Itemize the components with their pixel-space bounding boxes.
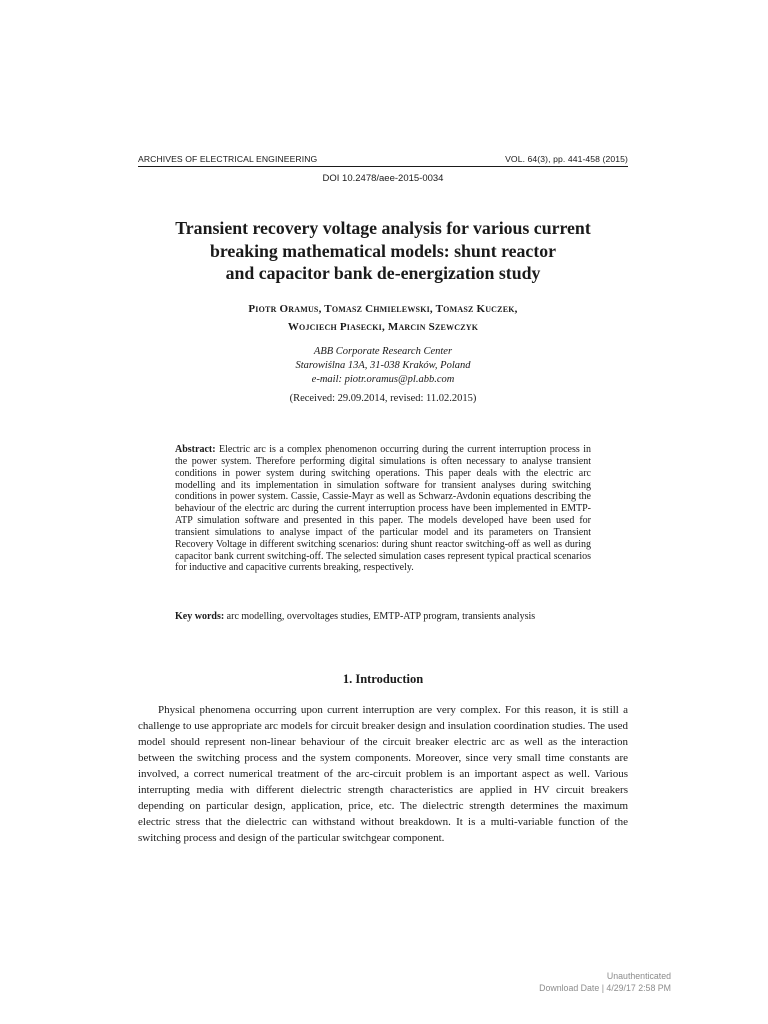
section-heading: 1. Introduction [342, 672, 424, 686]
keywords-text: arc modelling, overvoltages studies, EMTP-ATP program, transients analysis [226, 611, 536, 622]
download-date: Download Date | 4/29/17 2:58 PM [539, 983, 671, 993]
authors-line: Piotr Oramus, Tomasz Chmielewski, Tomasz Kuczek, [248, 303, 518, 315]
abstract-label: Abstract: [175, 444, 216, 455]
abstract [175, 444, 591, 574]
affiliation [138, 345, 628, 387]
doi: DOI 10.2478/aee-2015-0034 [322, 173, 444, 184]
download-footer [539, 970, 671, 994]
received-dates: (Received: 29.09.2014, revised: 11.02.2015) [289, 393, 477, 404]
author-list [138, 300, 628, 336]
affiliation-address: Starowiślna 13A, 31-038 Kraków, Poland [295, 360, 471, 371]
volume-info: VOL. 64(3), pp. 441-458 (2015) [505, 154, 628, 164]
abstract-text: Electric arc is a complex phenomenon occurring during the current interruption process in the power system. Therefore performing digital simulations is often necessary to analyse transient conditions in power system during switching operations. This paper deals with the electric arc modelling and its implementation in simulation software for transient analyses during switching conditions in power system. Cassie, Cassie-Mayr as well as Schwarz-Avdonin equations describing the behaviour of the electric arc during the current interruption process have been implemented in EMTP-ATP simulation software and presented in this paper. The models developed have been used for transient simulations to analyse impact of the particular model and its parameters on Transient Recovery Voltage in different switching scenarios: during shunt reactor switching-off as well as during capacitor bank current switching-off. The selected simulation cases represent typical practical scenarios for inductive and capacitive currents breaking, respectively. [175, 444, 591, 574]
affiliation-institution: ABB Corporate Research Center [313, 346, 453, 357]
running-head [138, 154, 628, 167]
keywords [175, 611, 591, 623]
affiliation-email: e-mail: piotr.oramus@pl.abb.com [311, 374, 455, 385]
intro-paragraph: Physical phenomena occurring upon current interruption are very complex. For this reason, it is still a challenge to use appropriate arc models for circuit breaker design and insulation coordination studies. The used model should represent non-linear behaviour of the circuit breaker electric arc as well as the interaction between the switching process and the system components. Moreover, since very small time constants are involved, a correct numerical treatment of the arc-circuit problem is an important aspect as well. Various interrupting media with different dielectric strength characteristics are applied in HV circuit breakers depending on particular design, application, price, etc. The dielectric strength determines the maximum electric stress that the dielectric can withstand without breakdown. It is a multi-variable function of the switching process and design of the particular switchgear component. [138, 704, 628, 844]
journal-name: ARCHIVES OF ELECTRICAL ENGINEERING [138, 154, 318, 164]
paper-title [138, 217, 628, 285]
title-line: and capacitor bank de-energization study [225, 263, 541, 283]
title-line: breaking mathematical models: shunt reactor [209, 240, 557, 261]
keywords-label: Key words: [175, 611, 225, 622]
auth-status: Unauthenticated [606, 971, 671, 981]
authors-line: Wojciech Piasecki, Marcin Szewczyk [287, 321, 479, 333]
title-line: Transient recovery voltage analysis for various current [175, 218, 591, 238]
